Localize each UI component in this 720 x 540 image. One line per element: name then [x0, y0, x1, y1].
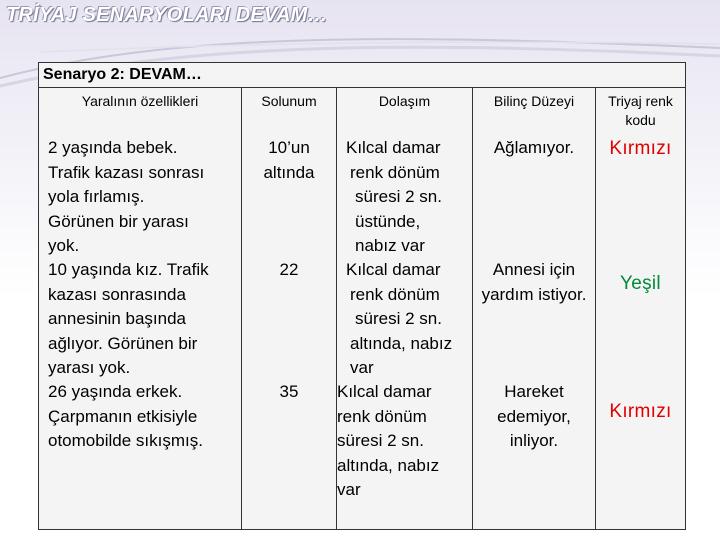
text-line: altında, nabız	[350, 333, 453, 353]
text-line: renk dönüm	[350, 162, 440, 182]
header-circulation: Dolaşım	[378, 93, 431, 109]
text-line: süresi 2 sn.	[355, 187, 442, 206]
text-line: Trafik kazası sonrası	[48, 162, 205, 182]
text-line: yardım istiyor.	[481, 284, 587, 304]
text-line: Hareket	[504, 382, 564, 401]
text-line: süresi 2 sn.	[355, 309, 442, 328]
header-features: Yaralının özellikleri	[81, 93, 199, 109]
text-line: üstünde,	[355, 211, 421, 231]
slide-title: TRİYAJ SENARYOLARI DEVAM…	[6, 4, 328, 26]
text-line: yola fırlamış.	[48, 187, 145, 206]
header-consciousness: Bilinç Düzeyi	[493, 93, 575, 109]
text-line: yok.	[48, 236, 80, 255]
triage-code-green-badge: Yeşil	[620, 273, 661, 294]
cell-features-row-3	[48, 380, 240, 454]
text-line: 26 yaşında erkek.	[48, 382, 183, 401]
text-line: kazası sonrasında	[48, 284, 186, 304]
scenario-table	[38, 62, 686, 530]
text-line: annesinin başında	[48, 309, 187, 328]
cell-consciousness-row-3	[473, 380, 595, 454]
header-triage-code: Triyaj renk kodu	[608, 93, 673, 128]
column-consciousness	[472, 88, 595, 530]
column-breathing	[241, 88, 336, 530]
triage-code-red-badge: Kırmızı	[609, 138, 672, 159]
text-line: inliyor.	[509, 431, 559, 450]
scenario-title: Senaryo 2: DEVAM…	[43, 66, 202, 83]
cell-circulation-row-1	[346, 136, 442, 259]
text-line: otomobilde sıkışmış.	[48, 431, 203, 450]
text-line: 35	[279, 382, 299, 401]
column-triage-code	[595, 88, 685, 530]
text-line: renk dönüm	[337, 406, 427, 426]
cell-breathing-row-3	[242, 380, 336, 405]
column-features	[39, 88, 241, 530]
cell-features-row-2	[48, 258, 240, 381]
cell-features-row-1	[48, 136, 240, 259]
cell-consciousness-row-2	[469, 258, 599, 307]
cell-breathing-row-1	[242, 136, 336, 185]
text-line: 22	[279, 260, 299, 279]
text-line: Kılcal damar	[346, 138, 441, 157]
text-line: var	[337, 480, 361, 499]
text-line: 10’un	[268, 138, 310, 157]
cell-consciousness-row-1	[473, 136, 595, 161]
cell-circulation-row-2	[346, 258, 452, 381]
cell-breathing-row-2	[242, 258, 336, 283]
text-line: altında	[263, 162, 315, 182]
text-line: 2 yaşında bebek.	[48, 138, 178, 157]
text-line: Ağlamıyor.	[493, 138, 575, 157]
text-line: ağlıyor. Görünen bir	[48, 333, 198, 353]
column-circulation	[336, 88, 472, 530]
text-line: altında, nabız	[337, 455, 440, 475]
text-line: Görünen bir yarası	[48, 211, 189, 231]
text-line: edemiyor,	[497, 406, 571, 426]
text-line: Çarpmanın etkisiyle	[48, 406, 198, 426]
text-line: 10 yaşında kız. Trafik	[48, 260, 209, 279]
header-breathing: Solunum	[261, 93, 317, 109]
text-line: Annesi için	[492, 260, 576, 279]
triage-grid	[39, 87, 685, 530]
text-line: Kılcal damar	[346, 260, 441, 279]
text-line: yarası yok.	[48, 358, 131, 377]
cell-circulation-row-3	[337, 380, 439, 503]
text-line: süresi 2 sn.	[337, 431, 424, 450]
text-line: Kılcal damar	[337, 382, 432, 401]
triage-code-red-badge: Kırmızı	[609, 401, 672, 422]
text-line: var	[350, 358, 374, 377]
text-line: renk dönüm	[350, 284, 440, 304]
text-line: nabız var	[355, 236, 425, 255]
